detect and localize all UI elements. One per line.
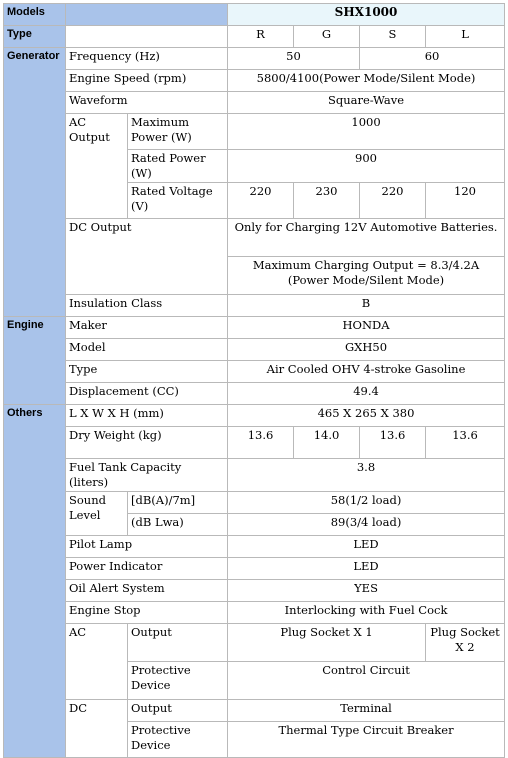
engine-model-label: Model bbox=[66, 339, 228, 361]
pilot-lamp-value: LED bbox=[228, 536, 505, 558]
maker-label: Maker bbox=[66, 317, 228, 339]
fuel-tank-value: 3.8 bbox=[228, 459, 505, 492]
dimensions-label: L X W X H (mm) bbox=[66, 405, 228, 427]
spec-table bbox=[3, 3, 505, 758]
others-section: Others bbox=[4, 405, 66, 758]
oil-alert-label: Oil Alert System bbox=[66, 580, 228, 602]
dc-output-label: DC Output bbox=[66, 219, 228, 295]
engine-model-value: GXH50 bbox=[228, 339, 505, 361]
waveform-value: Square-Wave bbox=[228, 92, 505, 114]
ac-output-socket-x2: Plug Socket X 2 bbox=[426, 624, 505, 662]
type-r: R bbox=[228, 26, 294, 48]
dry-weight-r: 13.6 bbox=[228, 427, 294, 459]
type-label-blank bbox=[66, 26, 228, 48]
models-header-filler bbox=[66, 4, 228, 26]
rated-voltage-g: 230 bbox=[294, 183, 360, 219]
generator-section: Generator bbox=[4, 48, 66, 317]
dry-weight-g: 14.0 bbox=[294, 427, 360, 459]
rated-voltage-l: 120 bbox=[426, 183, 505, 219]
dc-output-max-charging: Maximum Charging Output = 8.3/4.2A (Power Mode/Silent Mode) bbox=[228, 257, 505, 295]
rated-voltage-label: Rated Voltage (V) bbox=[128, 183, 228, 219]
engine-section: Engine bbox=[4, 317, 66, 405]
displacement-label: Displacement (CC) bbox=[66, 383, 228, 405]
insulation-label: Insulation Class bbox=[66, 295, 228, 317]
rated-voltage-r: 220 bbox=[228, 183, 294, 219]
fuel-tank-label: Fuel Tank Capacity (liters) bbox=[66, 459, 228, 492]
ac-output-row-label: Output bbox=[128, 624, 228, 662]
maker-value: HONDA bbox=[228, 317, 505, 339]
ac-output-label: AC Output bbox=[66, 114, 128, 219]
dry-weight-s: 13.6 bbox=[360, 427, 426, 459]
engine-type-label: Type bbox=[66, 361, 228, 383]
model-name: SHX1000 bbox=[228, 4, 505, 26]
engine-stop-label: Engine Stop bbox=[66, 602, 228, 624]
dc-protective-label: Protective Device bbox=[128, 722, 228, 758]
oil-alert-value: YES bbox=[228, 580, 505, 602]
insulation-value: B bbox=[228, 295, 505, 317]
displacement-value: 49.4 bbox=[228, 383, 505, 405]
sound-lwa-label: (dB Lwa) bbox=[128, 514, 228, 536]
ac-protective-value: Control Circuit bbox=[228, 662, 505, 700]
sound-dba-value: 58(1/2 load) bbox=[228, 492, 505, 514]
max-power-label: Maximum Power (W) bbox=[128, 114, 228, 150]
dc-label: DC bbox=[66, 700, 128, 758]
models-header: Models bbox=[4, 4, 66, 26]
type-l: L bbox=[426, 26, 505, 48]
power-indicator-value: LED bbox=[228, 558, 505, 580]
engine-stop-value: Interlocking with Fuel Cock bbox=[228, 602, 505, 624]
engine-type-value: Air Cooled OHV 4-stroke Gasoline bbox=[228, 361, 505, 383]
max-power-value: 1000 bbox=[228, 114, 505, 150]
frequency-label: Frequency (Hz) bbox=[66, 48, 228, 70]
rated-voltage-s: 220 bbox=[360, 183, 426, 219]
dimensions-value: 465 X 265 X 380 bbox=[228, 405, 505, 427]
rated-power-value: 900 bbox=[228, 150, 505, 183]
type-g: G bbox=[294, 26, 360, 48]
dry-weight-label: Dry Weight (kg) bbox=[66, 427, 228, 459]
dc-protective-value: Thermal Type Circuit Breaker bbox=[228, 722, 505, 758]
ac-protective-label: Protective Device bbox=[128, 662, 228, 700]
dc-output-row-label: Output bbox=[128, 700, 228, 722]
ac-output-socket-x1: Plug Socket X 1 bbox=[228, 624, 426, 662]
power-indicator-label: Power Indicator bbox=[66, 558, 228, 580]
frequency-60: 60 bbox=[360, 48, 505, 70]
sound-level-label: Sound Level bbox=[66, 492, 128, 536]
sound-dba-label: [dB(A)/7m] bbox=[128, 492, 228, 514]
frequency-50: 50 bbox=[228, 48, 360, 70]
waveform-label: Waveform bbox=[66, 92, 228, 114]
engine-speed-value: 5800/4100(Power Mode/Silent Mode) bbox=[228, 70, 505, 92]
dry-weight-l: 13.6 bbox=[426, 427, 505, 459]
type-s: S bbox=[360, 26, 426, 48]
pilot-lamp-label: Pilot Lamp bbox=[66, 536, 228, 558]
type-header: Type bbox=[4, 26, 66, 48]
dc-output-charging: Only for Charging 12V Automotive Batteries. bbox=[228, 219, 505, 257]
sound-lwa-value: 89(3/4 load) bbox=[228, 514, 505, 536]
ac-label: AC bbox=[66, 624, 128, 700]
rated-power-label: Rated Power (W) bbox=[128, 150, 228, 183]
engine-speed-label: Engine Speed (rpm) bbox=[66, 70, 228, 92]
dc-output-terminal: Terminal bbox=[228, 700, 505, 722]
